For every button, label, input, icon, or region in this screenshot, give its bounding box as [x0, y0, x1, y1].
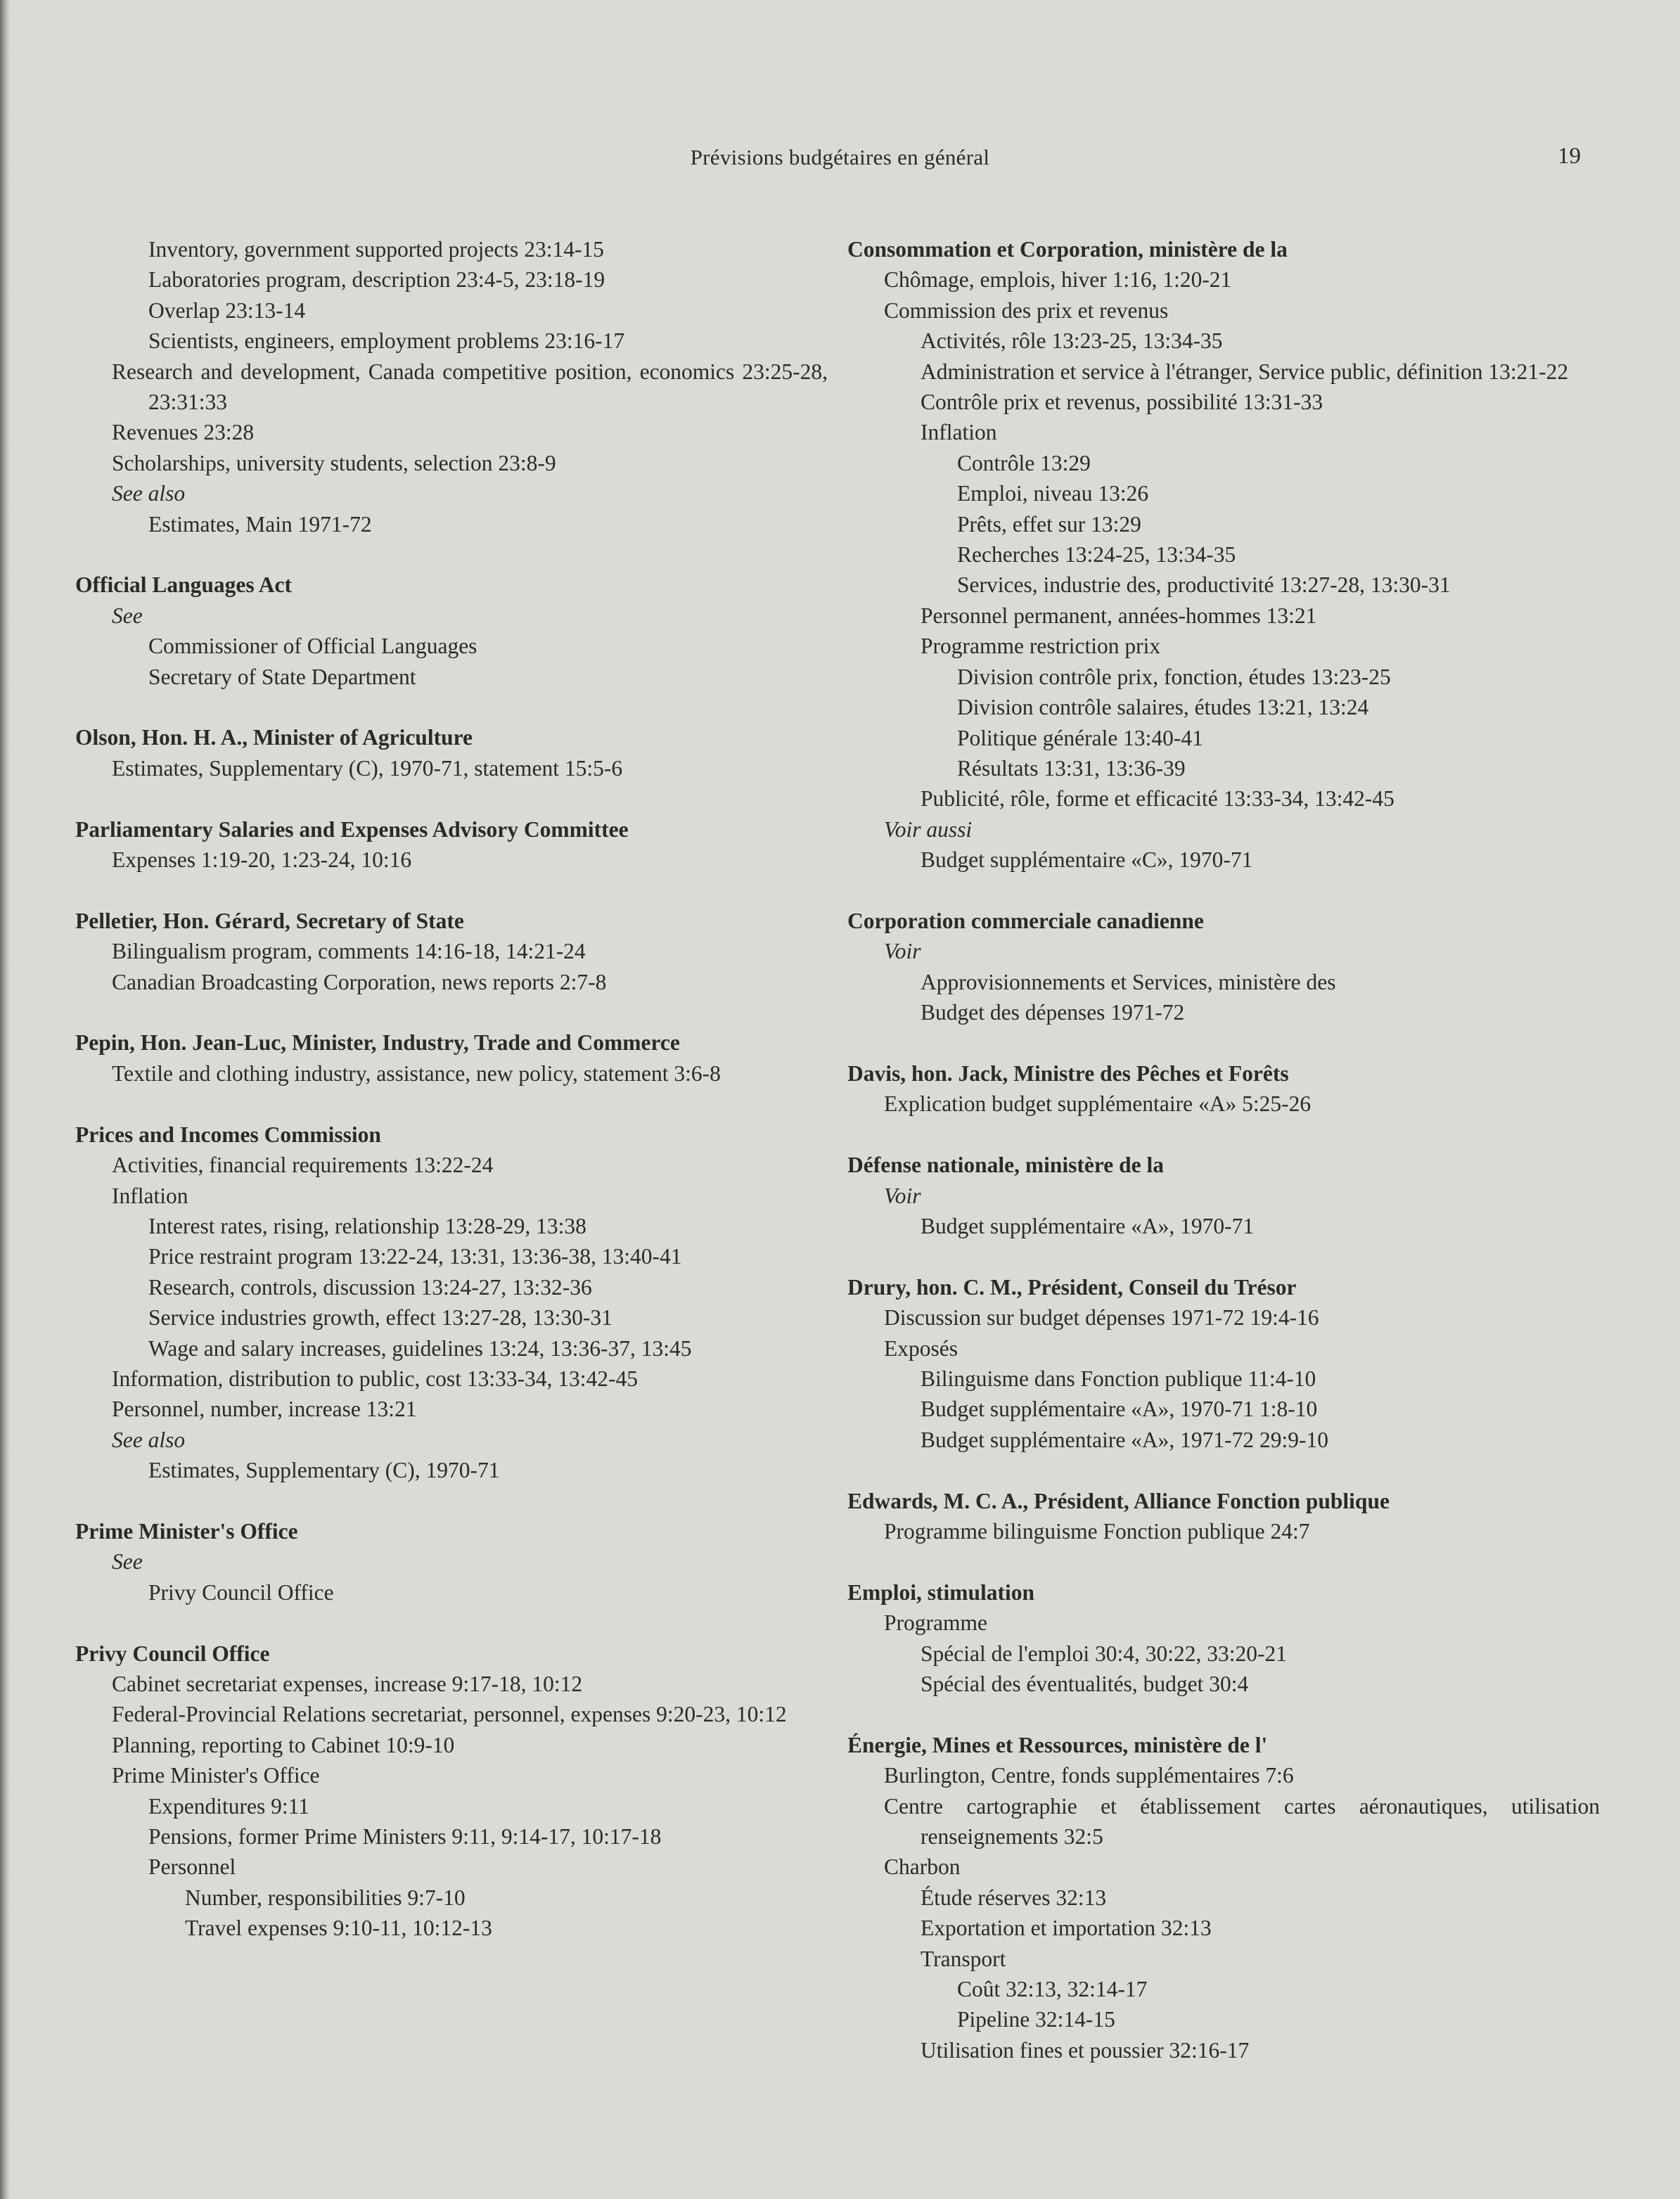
index-entry [75, 1516, 828, 1608]
index-subentry: Emploi, niveau 13:26 [957, 481, 1149, 506]
index-subentry: Number, responsibilities 9:7-10 [185, 1885, 466, 1910]
index-entry [75, 1027, 828, 1089]
index-subentry: Personnel permanent, années-hommes 13:21 [921, 603, 1317, 628]
index-subentry: Inflation [112, 1183, 188, 1208]
index-column-right [847, 234, 1600, 2096]
index-subentry: Services, industrie des, productivité 13:27-28, 13:30-31 [957, 572, 1451, 598]
index-subentry: Contrôle 13:29 [957, 450, 1091, 475]
index-subentry: Administration et service à l'étranger, Service public, définition 13:21-22 [921, 359, 1569, 384]
index-subentry: Spécial de l'emploi 30:4, 30:22, 33:20-21 [921, 1641, 1287, 1666]
index-entry-heading: Énergie, Mines et Ressources, ministère de l' [847, 1732, 1268, 1757]
index-entry [847, 1272, 1600, 1455]
page-binding-edge [0, 0, 10, 2199]
index-subentry: Commissioner of Official Languages [148, 634, 477, 659]
index-subentry: Programme [884, 1610, 987, 1636]
index-subentry: Recherches 13:24-25, 13:34-35 [957, 542, 1236, 568]
index-subentry: Charbon [884, 1854, 961, 1880]
index-entry-heading: Emploi, stimulation [847, 1579, 1035, 1605]
index-subentry: Discussion sur budget dépenses 1971-72 19:4-16 [884, 1305, 1319, 1331]
index-entry-heading: Davis, hon. Jack, Ministre des Pêches et Forêts [847, 1060, 1289, 1086]
index-subentry: Prime Minister's Office [112, 1763, 320, 1788]
index-subentry: Textile and clothing industry, assistance, new policy, statement 3:6-8 [112, 1060, 721, 1086]
index-subentry: Revenues 23:28 [112, 420, 255, 445]
index-subentry: Canadian Broadcasting Corporation, news reports 2:7-8 [112, 969, 607, 994]
index-subentry: Publicité, rôle, forme et efficacité 13:33-34, 13:42-45 [921, 786, 1394, 812]
index-subentry: Expenditures 9:11 [148, 1793, 309, 1819]
index-entry-heading: Prime Minister's Office [75, 1518, 298, 1544]
index-subentry: Bilingualism program, comments 14:16-18, 14:21-24 [112, 939, 586, 964]
index-subentry: Federal-Provincial Relations secretariat, personnel, expenses 9:20-23, 10:12 [112, 1702, 787, 1727]
index-entry [75, 234, 828, 539]
index-entry [847, 234, 1600, 876]
index-subentry: Pensions, former Prime Ministers 9:11, 9:14-17, 10:17-18 [148, 1824, 662, 1849]
index-entry [75, 570, 828, 692]
index-subentry: Estimates, Supplementary (C), 1970-71 [148, 1458, 500, 1483]
index-entry-heading: Pelletier, Hon. Gérard, Secretary of State [75, 908, 464, 933]
index-subentry: Exportation et importation 32:13 [921, 1916, 1212, 1941]
cross-reference-label: See also [112, 1427, 186, 1452]
index-subentry: Programme bilinguisme Fonction publique 24:7 [884, 1518, 1310, 1544]
index-entry [847, 1486, 1600, 1547]
index-entry [75, 1639, 828, 1944]
index-subentry: Price restraint program 13:22-24, 13:31, 13:36-38, 13:40-41 [148, 1244, 682, 1269]
index-entry [75, 906, 828, 997]
index-subentry: Personnel, number, increase 13:21 [112, 1397, 417, 1422]
index-subentry: Division contrôle prix, fonction, études 13:23-25 [957, 664, 1391, 689]
index-entry [75, 722, 828, 783]
index-subentry: Personnel [148, 1854, 236, 1880]
index-entry-heading: Privy Council Office [75, 1641, 270, 1666]
index-entry [847, 1577, 1600, 1700]
index-entry-heading: Défense nationale, ministère de la [847, 1153, 1164, 1178]
index-subentry: Division contrôle salaires, études 13:21, 13:24 [957, 695, 1369, 720]
index-subentry: Budget supplémentaire «A», 1970-71 1:8-10 [921, 1397, 1318, 1422]
index-subentry: Secretary of State Department [148, 664, 416, 689]
index-subentry: Scholarships, university students, selection 23:8-9 [112, 450, 556, 475]
index-subentry: Utilisation fines et poussier 32:16-17 [921, 2037, 1250, 2063]
index-subentry: Activités, rôle 13:23-25, 13:34-35 [921, 328, 1223, 354]
index-subentry: Interest rates, rising, relationship 13:28-29, 13:38 [148, 1213, 586, 1238]
index-subentry: Spécial des éventualités, budget 30:4 [921, 1672, 1249, 1696]
index-entry-heading: Corporation commerciale canadienne [847, 908, 1204, 933]
index-subentry: Explication budget supplémentaire «A» 5:25-26 [884, 1091, 1312, 1117]
cross-reference-label: See also [112, 481, 186, 506]
index-entry-heading: Drury, hon. C. M., Président, Conseil du Trésor [847, 1274, 1297, 1300]
index-subentry: Inflation [921, 420, 997, 445]
index-subentry: Budget des dépenses 1971-72 [921, 1000, 1185, 1025]
index-subentry: Expenses 1:19-20, 1:23-24, 10:16 [112, 847, 412, 873]
index-subentry: Scientists, engineers, employment problems 23:16-17 [148, 328, 625, 354]
index-subentry: Pipeline 32:14-15 [957, 2007, 1115, 2032]
index-subentry: Exposés [884, 1335, 958, 1361]
index-subentry: Planning, reporting to Cabinet 10:9-10 [112, 1732, 455, 1757]
index-subentry: Programme restriction prix [921, 634, 1161, 659]
index-subentry: Service industries growth, effect 13:27-28, 13:30-31 [148, 1305, 613, 1331]
index-subentry: Politique générale 13:40-41 [957, 725, 1203, 750]
index-subentry: Research, controls, discussion 13:24-27, 13:32-36 [148, 1274, 592, 1300]
index-subentry: Centre cartographie et établissement cartes aéronautiques, utilisation renseignements 32:5 [884, 1793, 1600, 1849]
index-entry-heading: Edwards, M. C. A., Président, Alliance Fonction publique [847, 1488, 1390, 1513]
index-subentry: Travel expenses 9:10-11, 10:12-13 [185, 1916, 492, 1941]
index-subentry: Chômage, emplois, hiver 1:16, 1:20-21 [884, 267, 1232, 293]
index-subentry: Budget supplémentaire «A», 1971-72 29:9-10 [921, 1427, 1329, 1452]
cross-reference-label: Voir aussi [884, 816, 973, 842]
index-subentry: Étude réserves 32:13 [921, 1885, 1107, 1910]
index-subentry: Commission des prix et revenus [884, 297, 1169, 323]
index-entry-heading: Parliamentary Salaries and Expenses Advisory Committee [75, 816, 629, 842]
index-subentry: Budget supplémentaire «C», 1970-71 [921, 847, 1253, 873]
index-subentry: Résultats 13:31, 13:36-39 [957, 755, 1186, 781]
index-subentry: Coût 32:13, 32:14-17 [957, 1977, 1148, 2002]
cross-reference-label: See [112, 603, 143, 628]
cross-reference-label: Voir [884, 1183, 921, 1208]
index-entry-heading: Official Languages Act [75, 572, 292, 598]
cross-reference-label: See [112, 1549, 143, 1575]
index-entry [75, 1120, 828, 1486]
index-entry-heading: Consommation et Corporation, ministère de la [847, 237, 1288, 262]
index-entry-heading: Olson, Hon. H. A., Minister of Agriculture [75, 725, 473, 750]
index-entry [847, 1730, 1600, 2065]
index-subentry: Information, distribution to public, cost 13:33-34, 13:42-45 [112, 1366, 639, 1391]
index-entry-heading: Pepin, Hon. Jean-Luc, Minister, Industry, Trade and Commerce [75, 1030, 680, 1056]
index-subentry: Approvisionnements et Services, ministère des [921, 969, 1336, 994]
index-subentry: Contrôle prix et revenus, possibilité 13:31-33 [921, 390, 1323, 415]
index-subentry: Budget supplémentaire «A», 1970-71 [921, 1213, 1255, 1238]
index-entry [847, 906, 1600, 1028]
index-subentry: Research and development, Canada competitive position, economics 23:25-28, 23:31:33 [112, 359, 828, 415]
index-subentry: Activities, financial requirements 13:22-24 [112, 1153, 494, 1178]
index-subentry: Bilinguisme dans Fonction publique 11:4-10 [921, 1366, 1316, 1391]
index-subentry: Burlington, Centre, fonds supplémentaires 7:6 [884, 1763, 1294, 1788]
index-entry [75, 814, 828, 876]
index-subentry: Privy Council Office [148, 1579, 334, 1605]
index-subentry: Estimates, Supplementary (C), 1970-71, statement 15:5-6 [112, 755, 623, 781]
index-subentry: Inventory, government supported projects 23:14-15 [148, 237, 604, 262]
index-subentry: Laboratories program, description 23:4-5, 23:18-19 [148, 267, 605, 293]
cross-reference-label: Voir [884, 939, 921, 964]
index-subentry: Wage and salary increases, guidelines 13:24, 13:36-37, 13:45 [148, 1335, 692, 1361]
index-column-left [75, 234, 828, 1974]
index-subentry: Prêts, effet sur 13:29 [957, 511, 1141, 537]
index-entry [847, 1058, 1600, 1120]
index-subentry: Transport [921, 1946, 1006, 1971]
index-entry [847, 1150, 1600, 1241]
index-subentry: Overlap 23:13-14 [148, 297, 306, 323]
index-entry-heading: Prices and Incomes Commission [75, 1122, 381, 1147]
running-header: Prévisions budgétaires en général [690, 145, 990, 169]
index-subentry: Estimates, Main 1971-72 [148, 511, 372, 537]
page-number: 19 [1558, 143, 1581, 169]
index-subentry: Cabinet secretariat expenses, increase 9:17-18, 10:12 [112, 1671, 583, 1696]
